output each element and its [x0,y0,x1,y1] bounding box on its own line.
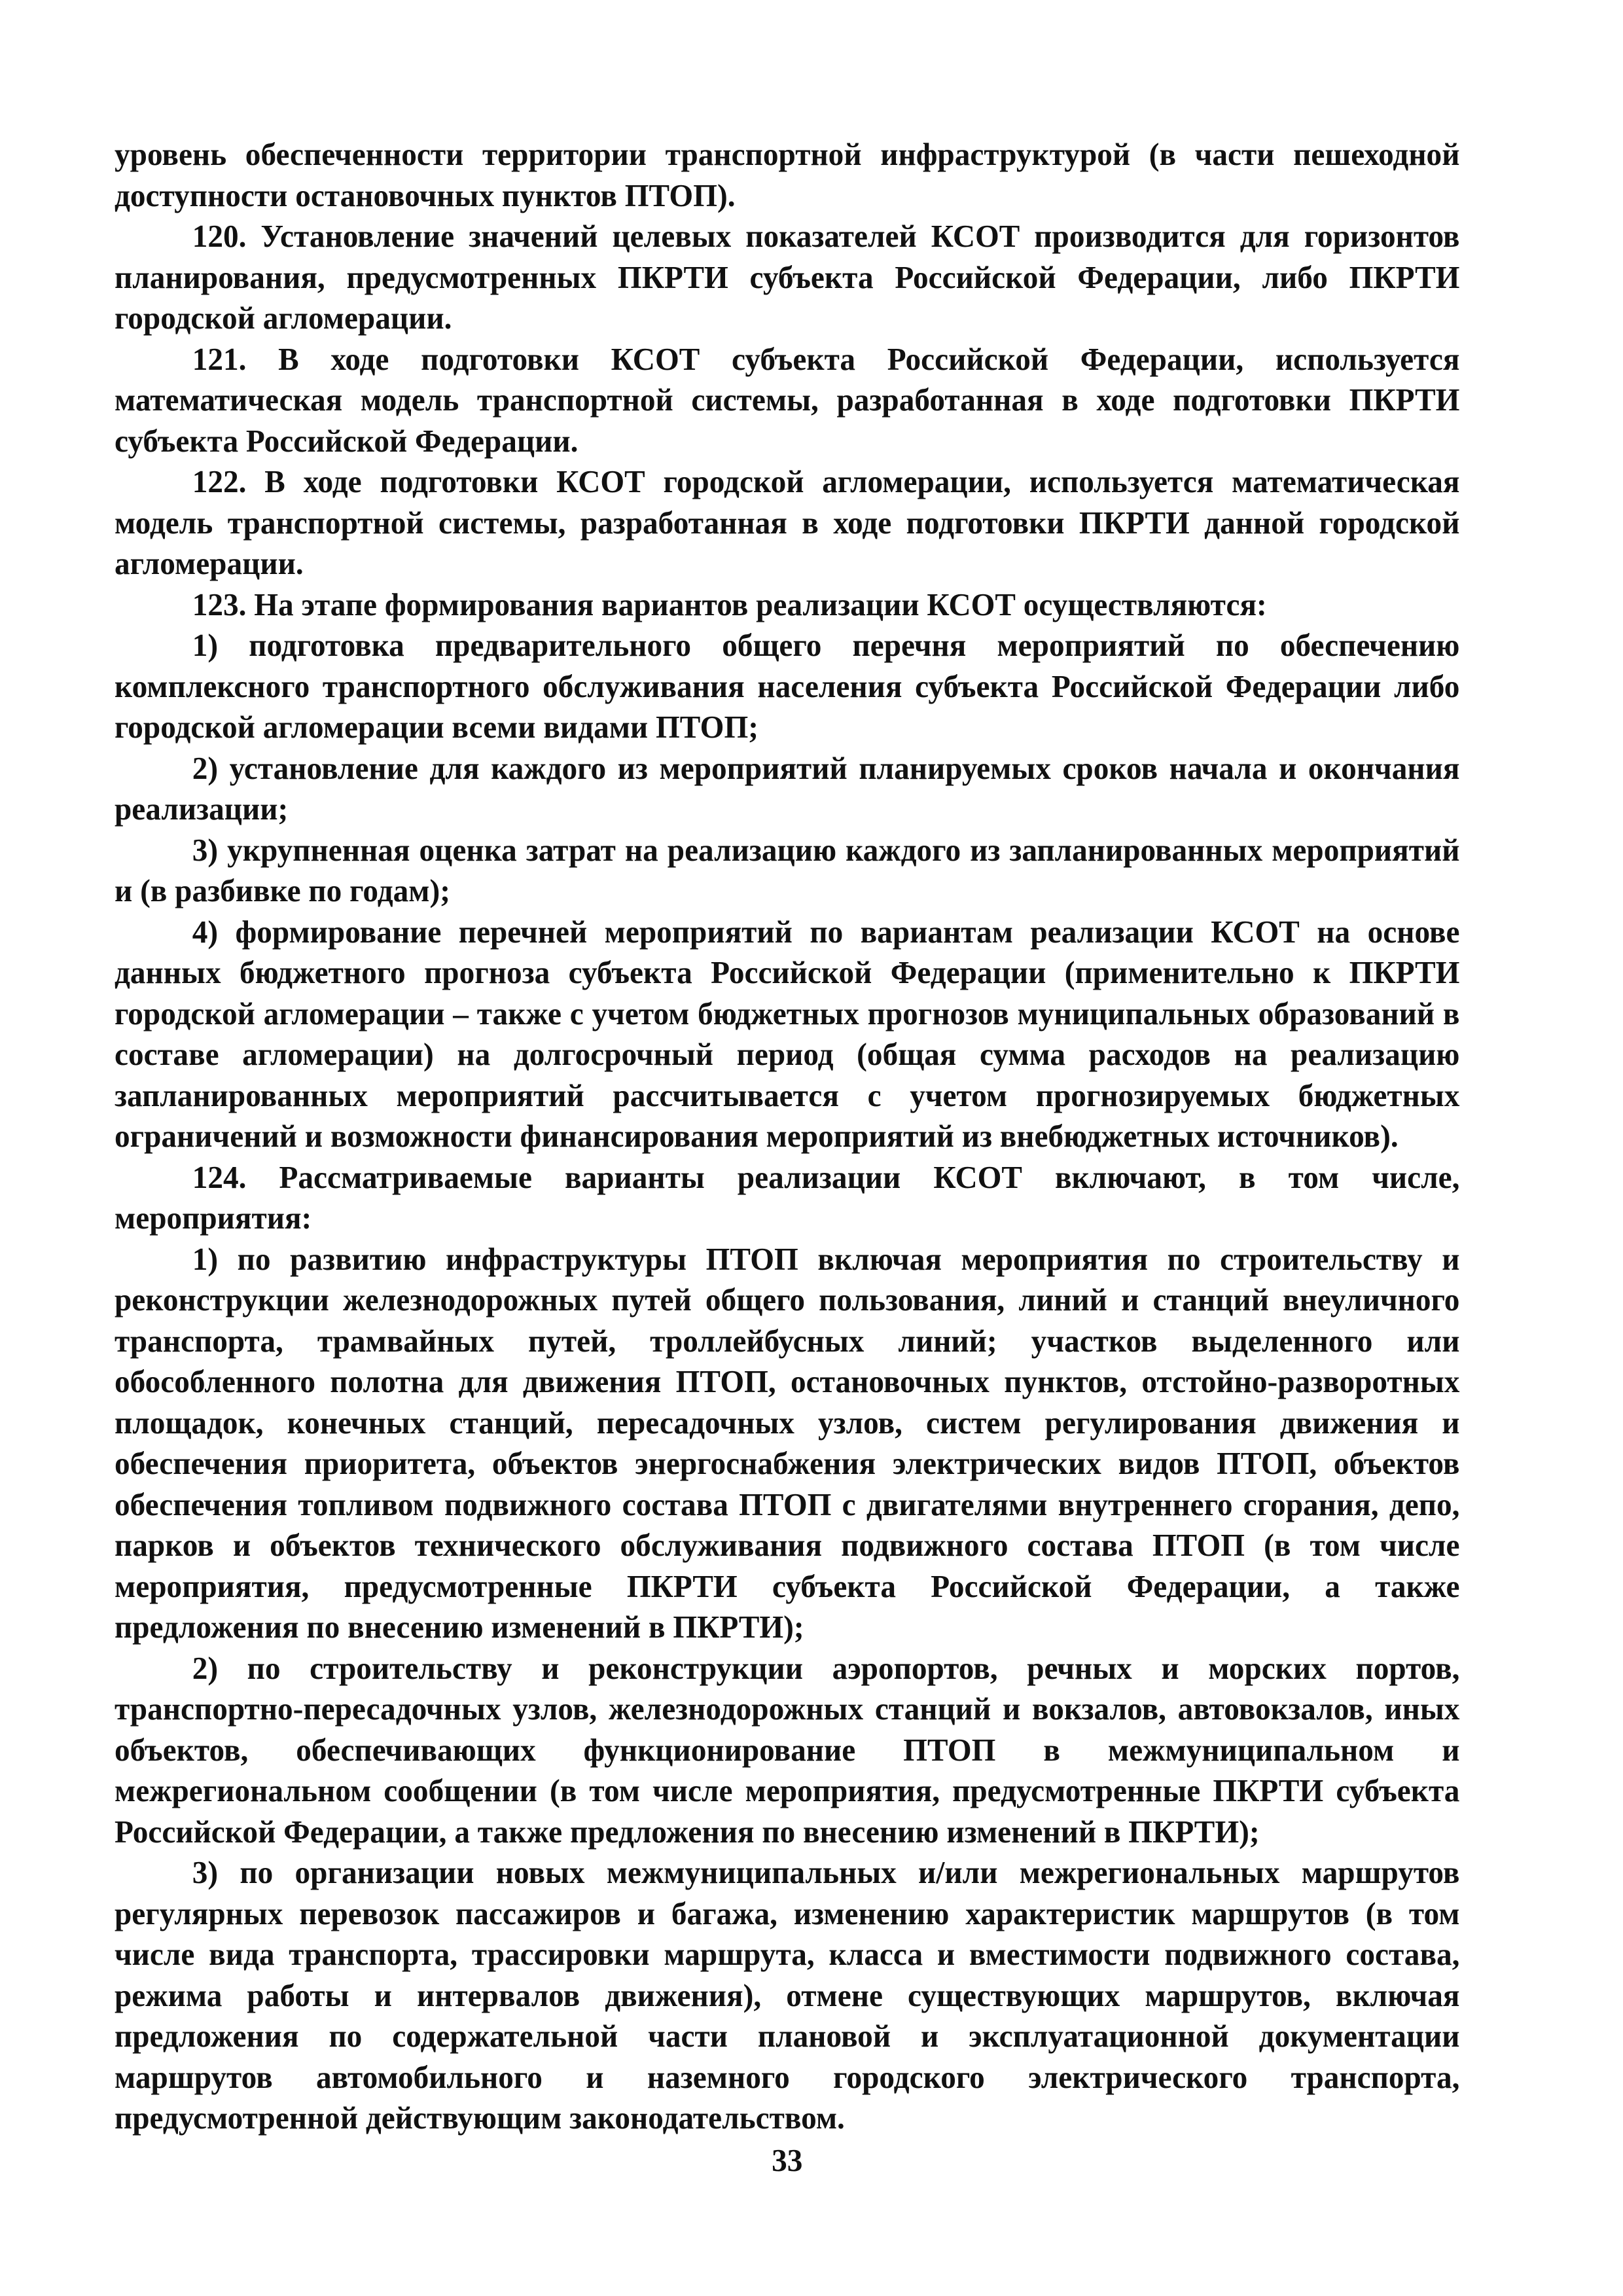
document-page [115,134,1459,2196]
paragraph-121: 121. В ходе подготовки КСОТ субъекта Российской Федерации, используется математическая модель транспортной системы, разработанная в ходе подготовки ПКРТИ субъекта Российской Федерации. [115,340,1460,459]
paragraph-122: 122. В ходе подготовки КСОТ городской агломерации, используется математическая модель транспортной системы, разработанная в ходе подготовки ПКРТИ данной городской агломерации. [115,463,1460,581]
paragraph-123-item-3: 3) укрупненная оценка затрат на реализацию каждого из запланированных мероприятий и (в разбивке по годам); [115,831,1460,908]
paragraph-124-item-1: 1) по развитию инфраструктуры ПТОП включая мероприятия по строительству и реконструкции железнодорожных путей общего пользования, линий и станций внеуличного транспорта, трамвайных путей, троллейбусных линий; участков выделенного или обособленного полотна для движения ПТОП, остановочных пунктов, отстойно-разворотных площадок, конечных станций, пересадочных узлов, систем регулирования движения и обеспечения приоритета, объектов энергоснабжения электрических видов ПТОП, объектов обеспечения топливом подвижного состава ПТОП с двигателями внутреннего сгорания, депо, парков и объектов технического обслуживания подвижного состава ПТОП (в том числе мероприятия, предусмотренные ПКРТИ субъекта Российской Федерации, а также предложения по внесению изменений в ПКРТИ); [115,1240,1460,1645]
paragraph-123: 123. На этапе формирования вариантов реализации КСОТ осуществляются: [192,586,1267,622]
paragraph-123-item-4: 4) формирование перечней мероприятий по вариантам реализации КСОТ на основе данных бюджетного прогноза субъекта Российской Федерации (применительно к ПКРТИ городской агломерации – также с учетом бюджетных прогнозов муниципальных образований в составе агломерации) на долгосрочный период (общая сумма расходов на реализацию запланированных мероприятий рассчитывается с учетом прогнозируемых бюджетных ограничений и возможности финансирования мероприятий из внебюджетных источников). [115,913,1460,1154]
paragraph-123-item-1: 1) подготовка предварительного общего перечня мероприятий по обеспечению комплексного транспортного обслуживания населения субъекта Российской Федерации либо городской агломерации всеми видами ПТОП; [115,627,1460,745]
paragraph-continuation: уровень обеспеченности территории транспортной инфраструктурой (в части пешеходной доступности остановочных пунктов ПТОП). [115,136,1460,213]
paragraph-124-item-3: 3) по организации новых межмуниципальных и/или межрегиональных маршрутов регулярных перевозок пассажиров и багажа, изменению характеристик маршрутов (в том числе вида транспорта, трассировки маршрута, класса и вместимости подвижного состава, режима работы и интервалов движения), отмене существующих маршрутов, включая предложения по содержательной части плановой и эксплуатационной документации маршрутов автомобильного и наземного городского электрического транспорта, предусмотренной действующим законодательством. [115,1854,1460,2136]
paragraph-124: 124. Рассматриваемые варианты реализации КСОТ включают, в том числе, мероприятия: [115,1158,1460,1236]
paragraph-124-item-2: 2) по строительству и реконструкции аэропортов, речных и морских портов, транспортно-пересадочных узлов, железнодорожных станций и вокзалов, автовокзалов, иных объектов, обеспечивающих функционирование ПТОП в межмуниципальном и межрегиональном сообщении (в том числе мероприятия, предусмотренные ПКРТИ субъекта Российской Федерации, а также предложения по внесению изменений в ПКРТИ); [115,1649,1460,1850]
page-number: 33 [772,2142,803,2178]
paragraph-120: 120. Установление значений целевых показателей КСОТ производится для горизонтов планирования, предусмотренных ПКРТИ субъекта Российской Федерации, либо ПКРТИ городской агломерации. [115,218,1460,336]
paragraph-123-item-2: 2) установление для каждого из мероприятий планируемых сроков начала и окончания реализации; [115,749,1460,827]
